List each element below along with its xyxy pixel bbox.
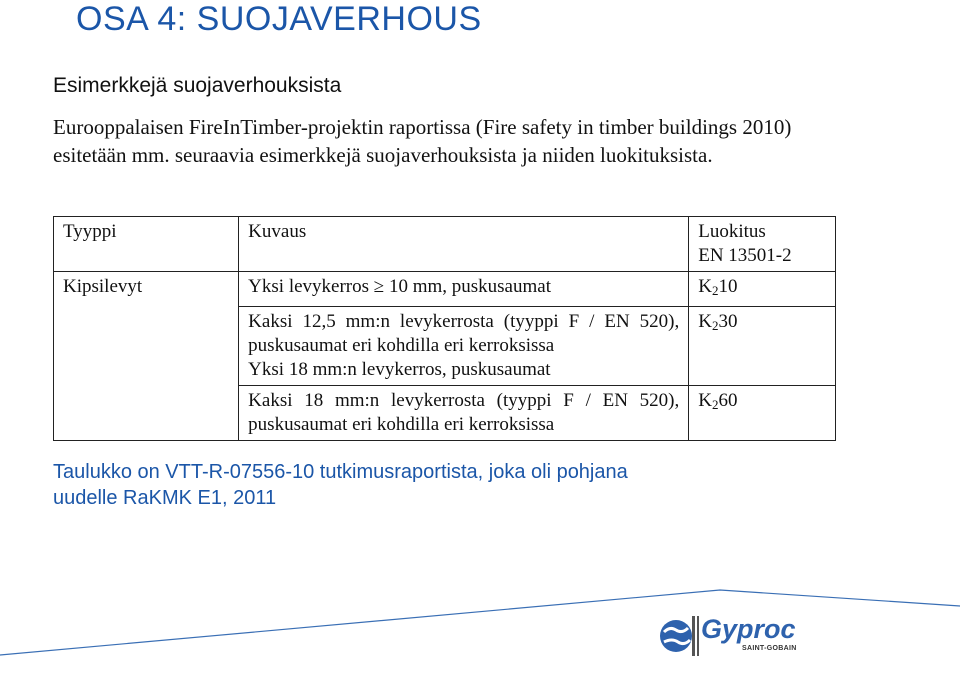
description-text: Kaksi 12,5 mm:n levykerrosta (tyyppi F / EN 520), puskusaumat eri kohdilla eri kerroksissa — [248, 311, 680, 356]
gyproc-logo — [656, 610, 796, 660]
class-value: 30 — [718, 311, 738, 332]
class-sub: 2 — [711, 283, 719, 298]
footer-line — [0, 590, 960, 655]
class-value: 60 — [718, 390, 738, 411]
slide-title: OSA 4: SUOJAVERHOUS — [76, 0, 482, 38]
description-text: 10 mm, puskusaumat — [384, 276, 551, 297]
logo-name: Gyproc — [701, 614, 796, 644]
description-text: Kaksi 18 mm:n levykerrosta (tyyppi F / EN 520), puskusaumat eri kohdilla eri kerroksissa — [248, 390, 680, 435]
intro-paragraph: Eurooppalaisen FireInTimber-projektin raportissa (Fire safety in timber buildings 2010) esitetään mm. seuraavia esimerkkejä suojaverhouksista ja niiden luokituksista. — [53, 115, 792, 167]
logo-subtext: SAINT-GOBAIN — [742, 645, 797, 652]
class-k: K — [698, 276, 712, 297]
description-text: Yksi levykerros — [248, 276, 374, 297]
globe-icon — [656, 614, 700, 658]
section-heading: Esimerkkejä suojaverhouksista — [53, 74, 342, 97]
description-text: Yksi 18 mm:n levykerros, puskusaumat — [248, 359, 551, 380]
header-type: Tyyppi — [54, 217, 239, 272]
class-k: K — [698, 390, 712, 411]
type-cell: Kipsilevyt — [54, 272, 239, 441]
header-classification-line1: Luokitus — [698, 221, 766, 242]
class-k: K — [698, 311, 712, 332]
class-value: 10 — [718, 276, 738, 297]
greater-equal-symbol: ≥ — [373, 276, 385, 297]
header-description: Kuvaus — [239, 217, 689, 272]
class-sub: 2 — [711, 397, 719, 412]
header-classification-line2: EN 13501-2 — [698, 245, 792, 266]
table-caption: Taulukko on VTT-R-07556-10 tutkimusraportista, joka oli pohjana uudelle RaKMK E1, 2011 — [53, 461, 628, 509]
class-sub: 2 — [711, 318, 719, 333]
